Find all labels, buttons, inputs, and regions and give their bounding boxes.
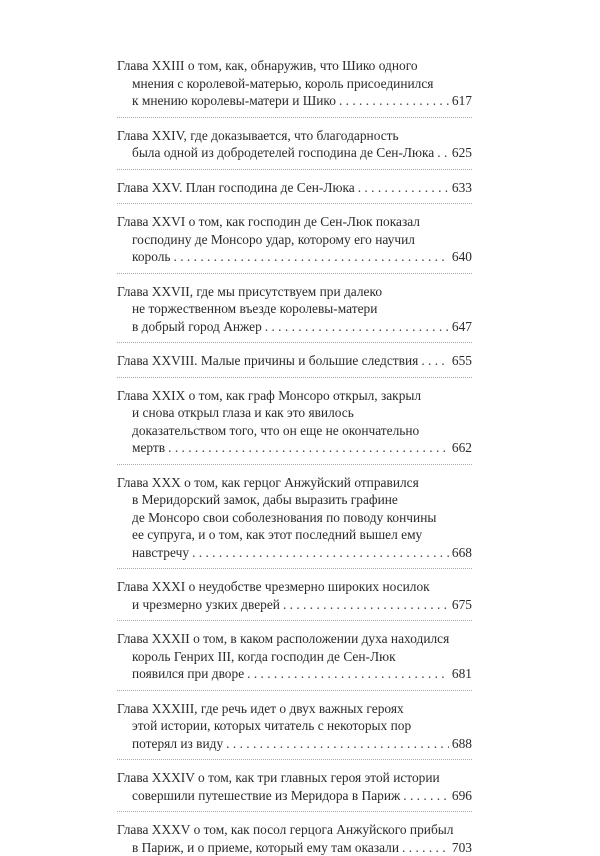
toc-entry-line: Глава XXXV о том, как посол герцога Анжуйского прибыл bbox=[117, 821, 472, 839]
page-number: 696 bbox=[452, 787, 472, 805]
toc-entry-line: Глава XXIII о том, как, обнаружив, что Шико одного bbox=[117, 57, 472, 75]
toc-entry[interactable] bbox=[117, 821, 472, 856]
toc-entry-line: Глава XXVII, где мы присутствуем при далеко bbox=[117, 283, 472, 301]
entry-divider bbox=[117, 568, 472, 570]
toc-entry-last-line bbox=[117, 179, 472, 197]
toc-entry-line: этой истории, которых читатель с некоторых пор bbox=[117, 717, 472, 735]
dot-leader bbox=[358, 179, 449, 197]
entry-divider bbox=[117, 117, 472, 119]
toc-entry-line: была одной из добродетелей господина де Сен-Люка bbox=[132, 144, 434, 162]
toc-entry-last-line bbox=[117, 144, 472, 162]
toc-entry-last-line bbox=[117, 439, 472, 457]
entry-divider bbox=[117, 759, 472, 761]
page-number: 668 bbox=[452, 544, 472, 562]
toc-entry-line: Глава XXIV, где доказывается, что благодарность bbox=[117, 127, 472, 145]
toc-entry-line: мнения с королевой-матерью, король присоединился bbox=[117, 75, 472, 93]
toc-entry-last-line bbox=[117, 352, 472, 370]
toc-entry-line: доказательством того, что он еще не окончательно bbox=[117, 422, 472, 440]
dot-leader bbox=[174, 248, 449, 266]
toc-entry-last-line bbox=[117, 92, 472, 110]
entry-divider bbox=[117, 169, 472, 171]
entry-divider bbox=[117, 620, 472, 622]
toc-entry[interactable] bbox=[117, 387, 472, 457]
toc-entry-last-line bbox=[117, 839, 472, 856]
toc-entry-line: и снова открыл глаза и как это явилось bbox=[117, 404, 472, 422]
toc-entry-line: навстречу bbox=[132, 544, 189, 562]
toc-entry-line: совершили путешествие из Меридора в Париж bbox=[132, 787, 400, 805]
toc-entry-line: не торжественном въезде королевы-матери bbox=[117, 300, 472, 318]
toc-entry-line: Глава XXXI о неудобстве чрезмерно широких носилок bbox=[117, 578, 472, 596]
toc-entry-line: потерял из виду bbox=[132, 735, 223, 753]
toc-entry-line: и чрезмерно узких дверей bbox=[132, 596, 280, 614]
entry-divider bbox=[117, 464, 472, 466]
page-number: 647 bbox=[452, 318, 472, 336]
dot-leader bbox=[265, 318, 449, 336]
page-number: 617 bbox=[452, 92, 472, 110]
entry-divider bbox=[117, 377, 472, 379]
dot-leader bbox=[247, 665, 449, 683]
toc-entry-line: Глава XXV. План господина де Сен-Люка bbox=[117, 179, 355, 197]
toc-entry-last-line bbox=[117, 665, 472, 683]
toc-entry-line: Глава XXXIV о том, как три главных героя этой истории bbox=[117, 769, 472, 787]
toc-entry-line: Глава XXIX о том, как граф Монсоро открыл, закрыл bbox=[117, 387, 472, 405]
toc-entry-line: король Генрих III, когда господин де Сен-Люк bbox=[117, 648, 472, 666]
dot-leader bbox=[283, 596, 449, 614]
entry-divider bbox=[117, 203, 472, 205]
toc-entry-last-line bbox=[117, 735, 472, 753]
entry-divider bbox=[117, 342, 472, 344]
toc-entry-line: появился при дворе bbox=[132, 665, 244, 683]
toc-entry-line: Глава XXX о том, как герцог Анжуйский отправился bbox=[117, 474, 472, 492]
dot-leader bbox=[437, 144, 449, 162]
toc-entry-last-line bbox=[117, 596, 472, 614]
page-number: 625 bbox=[452, 144, 472, 162]
page-number: 703 bbox=[452, 839, 472, 856]
toc-entry[interactable] bbox=[117, 474, 472, 562]
toc-entry[interactable] bbox=[117, 127, 472, 162]
toc-entry-line: в Париж, и о приеме, который ему там оказали bbox=[132, 839, 399, 856]
toc-entry[interactable] bbox=[117, 283, 472, 336]
toc-entry-last-line bbox=[117, 544, 472, 562]
toc-entry-last-line bbox=[117, 248, 472, 266]
page-number: 681 bbox=[452, 665, 472, 683]
dot-leader bbox=[402, 839, 449, 856]
toc-entry-line: Глава XXXII о том, в каком расположении духа находился bbox=[117, 630, 472, 648]
table-of-contents bbox=[117, 57, 472, 856]
toc-entry[interactable] bbox=[117, 700, 472, 753]
dot-leader bbox=[339, 92, 449, 110]
toc-entry-line: мертв bbox=[132, 439, 165, 457]
toc-entry-last-line bbox=[117, 318, 472, 336]
dot-leader bbox=[403, 787, 449, 805]
dot-leader bbox=[192, 544, 449, 562]
page-number: 633 bbox=[452, 179, 472, 197]
toc-entry[interactable] bbox=[117, 352, 472, 370]
toc-entry-last-line bbox=[117, 787, 472, 805]
toc-entry-line: Глава XXXIII, где речь идет о двух важных героях bbox=[117, 700, 472, 718]
toc-entry[interactable] bbox=[117, 179, 472, 197]
toc-entry-line: в Меридорский замок, дабы выразить графине bbox=[117, 491, 472, 509]
toc-entry-line: господину де Монсоро удар, которому его научил bbox=[117, 231, 472, 249]
toc-entry-line: в добрый город Анжер bbox=[132, 318, 262, 336]
dot-leader bbox=[226, 735, 449, 753]
toc-entry-line: Глава XXVIII. Малые причины и большие следствия bbox=[117, 352, 418, 370]
dot-leader bbox=[421, 352, 449, 370]
entry-divider bbox=[117, 273, 472, 275]
entry-divider bbox=[117, 690, 472, 692]
page-number: 640 bbox=[452, 248, 472, 266]
page-number: 655 bbox=[452, 352, 472, 370]
toc-entry[interactable] bbox=[117, 57, 472, 110]
page-number: 675 bbox=[452, 596, 472, 614]
toc-entry[interactable] bbox=[117, 213, 472, 266]
toc-entry[interactable] bbox=[117, 630, 472, 683]
dot-leader bbox=[168, 439, 449, 457]
page-number: 662 bbox=[452, 439, 472, 457]
entry-divider bbox=[117, 811, 472, 813]
toc-entry-line: к мнению королевы-матери и Шико bbox=[132, 92, 336, 110]
toc-entry-line: ее супруга, и о том, как этот последний вышел ему bbox=[117, 526, 472, 544]
toc-entry-line: Глава XXVI о том, как господин де Сен-Люк показал bbox=[117, 213, 472, 231]
toc-entry-line: де Монсоро свои соболезнования по поводу кончины bbox=[117, 509, 472, 527]
toc-entry-line: король bbox=[132, 248, 171, 266]
toc-entry[interactable] bbox=[117, 578, 472, 613]
toc-entry[interactable] bbox=[117, 769, 472, 804]
page-number: 688 bbox=[452, 735, 472, 753]
